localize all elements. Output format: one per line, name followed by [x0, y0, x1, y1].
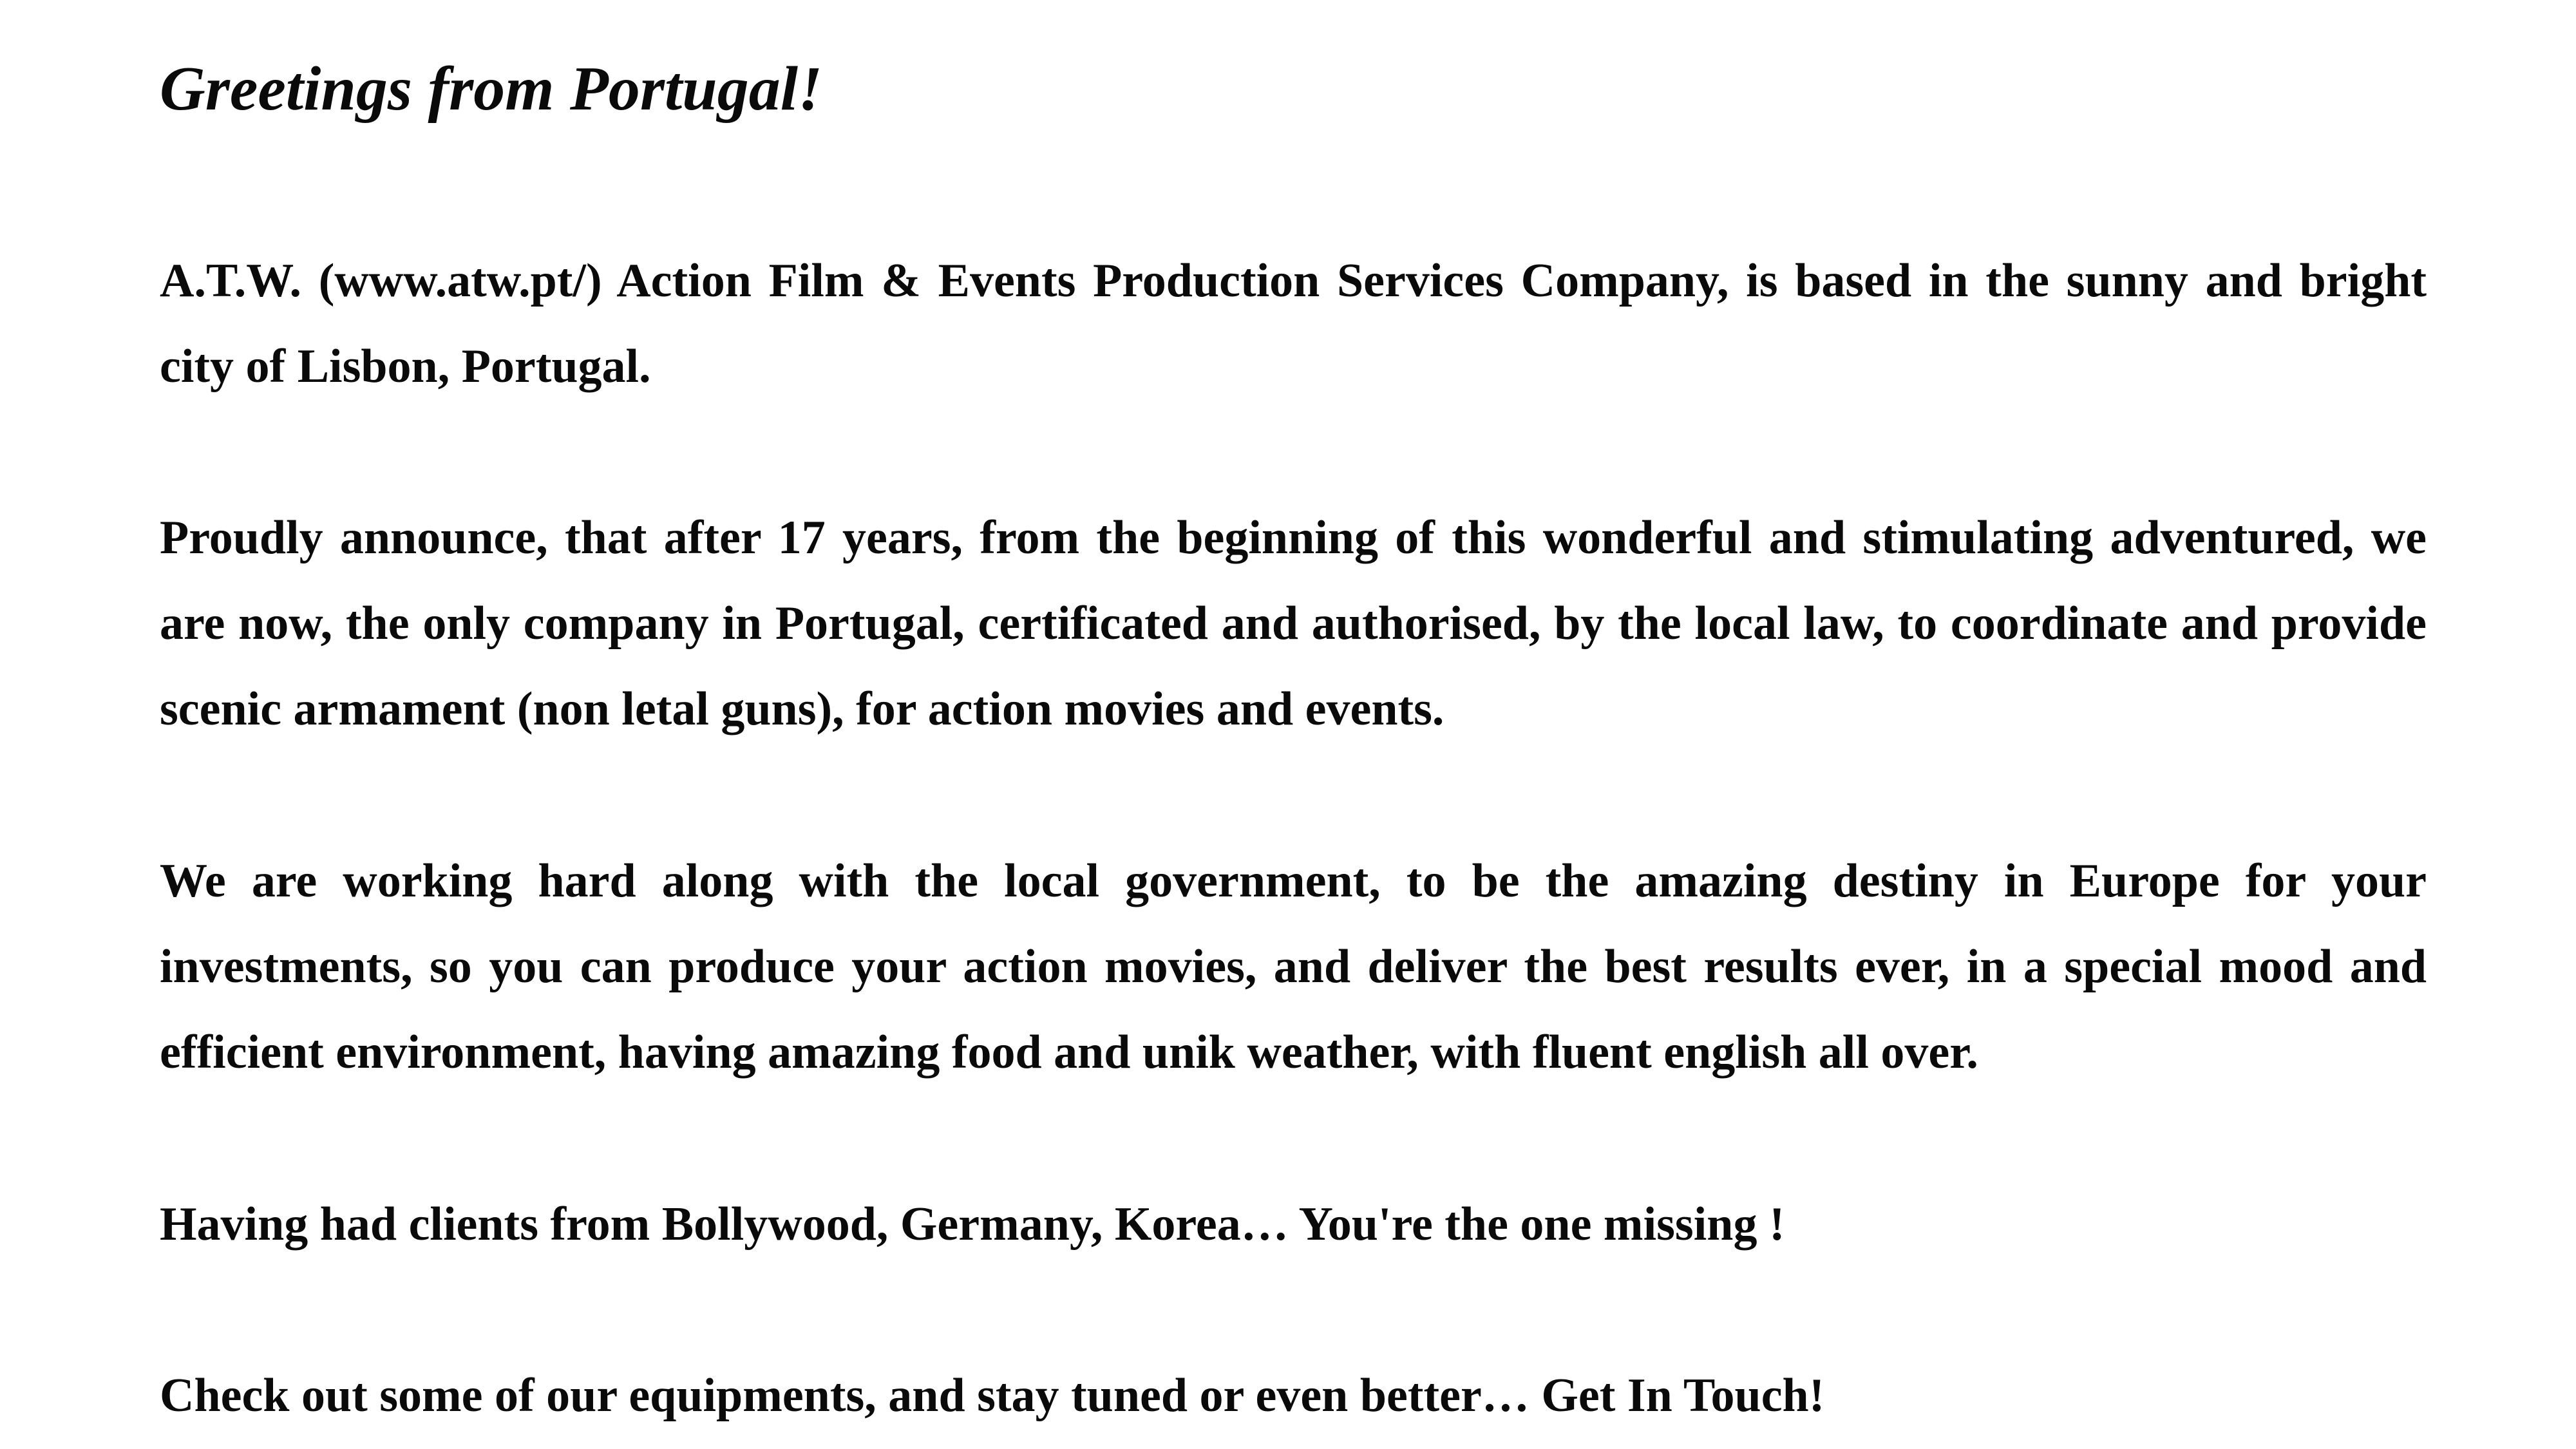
government-paragraph: We are working hard along with the local government, to be the amazing destiny in Europe for your investments, so you can produce your action movies, and deliver the best results ever, in a special mood and efficient environment, having amazing food and unik weather, with fluent english all over.: [160, 855, 2427, 1079]
announcement-paragraph: Proudly announce, that after 17 years, from the beginning of this wonderful and stimulating adventured, we are now, the only company in Portugal, certificated and authorised, by the local law, to coordinate and provide scenic armament (non letal guns), for action movies and events.: [160, 511, 2427, 735]
call-to-action-paragraph: Check out some of our equipments, and stay tuned or even better… Get In Touch!: [160, 1369, 1825, 1422]
intro-paragraph: A.T.W. (www.atw.pt/) Action Film & Events Production Services Company, is based in the sunny and bright city of Lisbon, Portugal.: [160, 254, 2427, 393]
clients-paragraph: Having had clients from Bollywood, Germany, Korea… You're the one missing !: [160, 1198, 1785, 1251]
page-title: Greetings from Portugal!: [160, 54, 823, 124]
